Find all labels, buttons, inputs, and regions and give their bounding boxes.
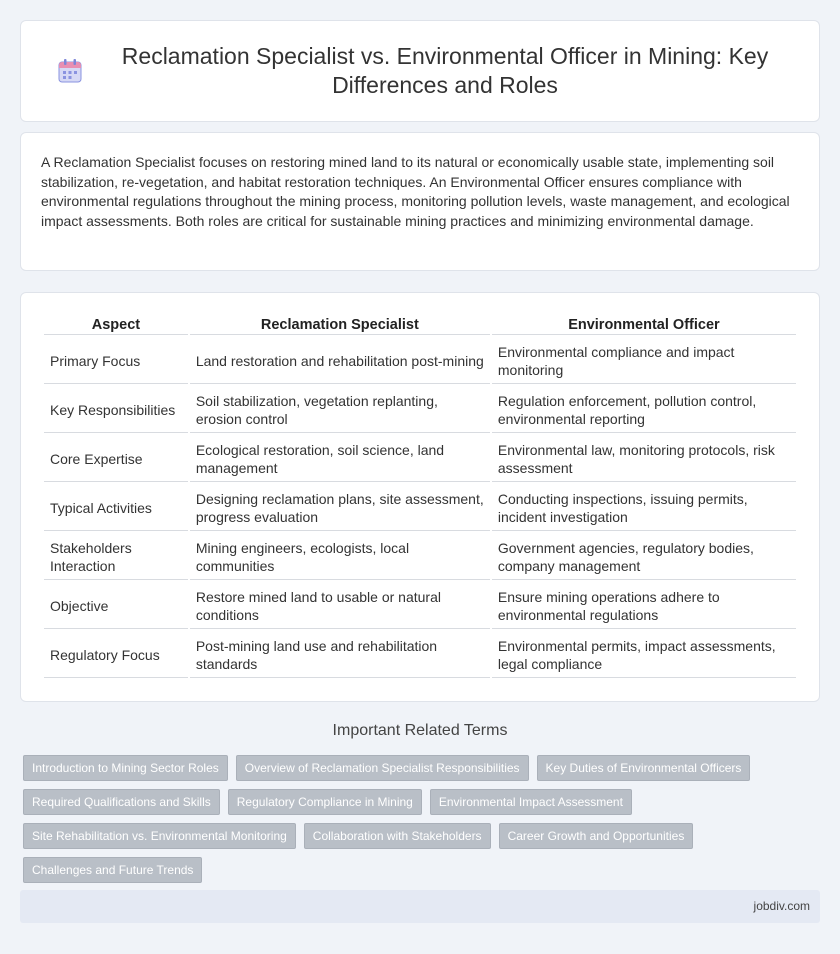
cell-aspect: Key Responsibilities: [44, 386, 188, 433]
related-terms-tags: [23, 755, 823, 883]
calendar-icon: [55, 56, 85, 86]
cell-reclamation: Designing reclamation plans, site assessment, progress evaluation: [190, 484, 490, 531]
related-term-tag[interactable]: Challenges and Future Trends: [23, 857, 202, 883]
table-row: [44, 386, 796, 433]
footer: [20, 890, 820, 923]
header-card: [20, 20, 820, 122]
table-row: [44, 337, 796, 384]
cell-reclamation: Soil stabilization, vegetation replanting, erosion control: [190, 386, 490, 433]
cell-aspect: Objective: [44, 582, 188, 629]
related-term-tag[interactable]: Required Qualifications and Skills: [23, 789, 220, 815]
cell-reclamation: Ecological restoration, soil science, land management: [190, 435, 490, 482]
cell-aspect: Primary Focus: [44, 337, 188, 384]
related-term-tag[interactable]: Collaboration with Stakeholders: [304, 823, 491, 849]
table-row: [44, 533, 796, 580]
cell-environmental: Conducting inspections, issuing permits, incident investigation: [492, 484, 796, 531]
cell-aspect: Typical Activities: [44, 484, 188, 531]
table-row: [44, 631, 796, 678]
comparison-table: [42, 313, 798, 680]
cell-aspect: Core Expertise: [44, 435, 188, 482]
cell-reclamation: Restore mined land to usable or natural conditions: [190, 582, 490, 629]
footer-site-link[interactable]: jobdiv.com: [753, 899, 810, 913]
cell-environmental: Ensure mining operations adhere to environmental regulations: [492, 582, 796, 629]
cell-reclamation: Land restoration and rehabilitation post-mining: [190, 337, 490, 384]
intro-card: [20, 132, 820, 271]
table-row: [44, 582, 796, 629]
table-row: [44, 484, 796, 531]
table-header-row: [44, 315, 796, 335]
cell-reclamation: Mining engineers, ecologists, local communities: [190, 533, 490, 580]
related-term-tag[interactable]: Key Duties of Environmental Officers: [537, 755, 751, 781]
table-row: [44, 435, 796, 482]
cell-reclamation: Post-mining land use and rehabilitation standards: [190, 631, 490, 678]
cell-environmental: Regulation enforcement, pollution control, environmental reporting: [492, 386, 796, 433]
cell-aspect: Stakeholders Interaction: [44, 533, 188, 580]
related-terms-title: Important Related Terms: [332, 722, 508, 739]
cell-environmental: Environmental law, monitoring protocols, risk assessment: [492, 435, 796, 482]
related-term-tag[interactable]: Introduction to Mining Sector Roles: [23, 755, 228, 781]
related-term-tag[interactable]: Regulatory Compliance in Mining: [228, 789, 422, 815]
page-title: Reclamation Specialist vs. Environmental Officer in Mining: Key Differences and Roles: [121, 43, 769, 98]
intro-paragraph: A Reclamation Specialist focuses on restoring mined land to its natural or economically usable state, implementing soil stabilization, re-vegetation, and habitat restoration techniques. An Environmental Officer ensures compliance with environmental regulations throughout the mining process, monitoring pollution levels, waste management, and ecological impact assessments. Both roles are critical for sustainable mining practices and minimizing environmental damage.: [41, 154, 790, 229]
related-term-tag[interactable]: Site Rehabilitation vs. Environmental Monitoring: [23, 823, 296, 849]
cell-aspect: Regulatory Focus: [44, 631, 188, 678]
related-term-tag[interactable]: Environmental Impact Assessment: [430, 789, 632, 815]
comparison-table-card: [20, 292, 820, 702]
header-aspect: Aspect: [44, 315, 188, 335]
cell-environmental: Government agencies, regulatory bodies, company management: [492, 533, 796, 580]
related-term-tag[interactable]: Overview of Reclamation Specialist Responsibilities: [236, 755, 529, 781]
header-reclamation-specialist: Reclamation Specialist: [190, 315, 490, 335]
cell-environmental: Environmental permits, impact assessments, legal compliance: [492, 631, 796, 678]
cell-environmental: Environmental compliance and impact monitoring: [492, 337, 796, 384]
header-environmental-officer: Environmental Officer: [492, 315, 796, 335]
related-term-tag[interactable]: Career Growth and Opportunities: [499, 823, 694, 849]
